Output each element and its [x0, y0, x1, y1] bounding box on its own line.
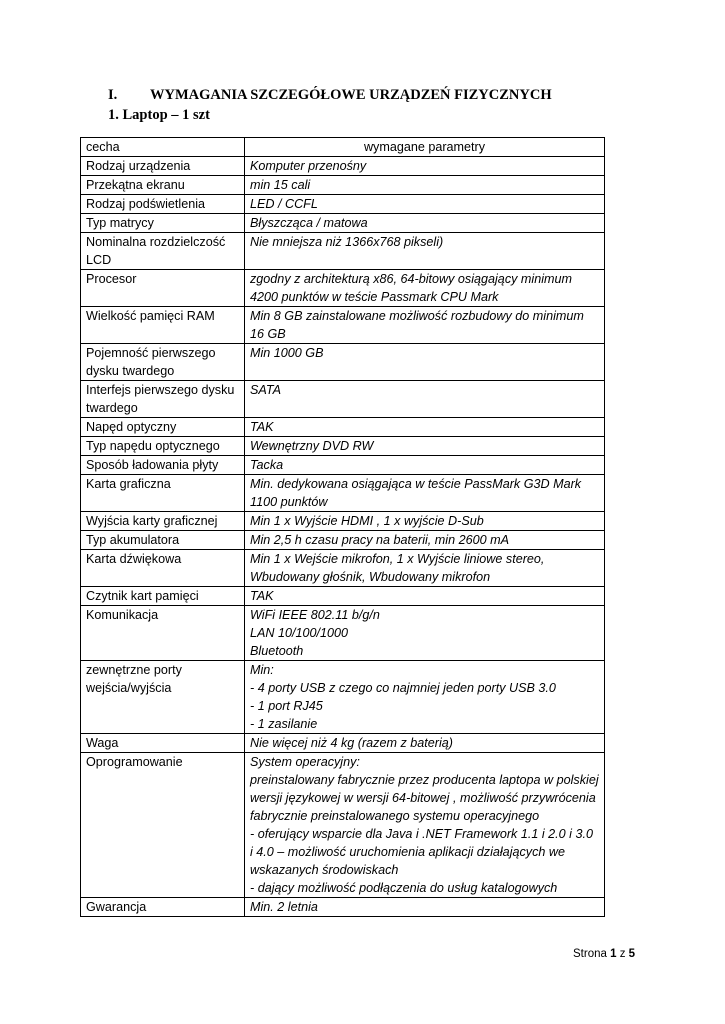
feature-cell: Waga	[81, 734, 245, 753]
header-feature: cecha	[81, 138, 245, 157]
table-row	[81, 753, 605, 898]
feature-cell: Typ napędu optycznego	[81, 437, 245, 456]
table-row	[81, 307, 605, 344]
value-cell	[245, 270, 605, 307]
table-row	[81, 898, 605, 917]
value-cell	[245, 307, 605, 344]
table-row	[81, 531, 605, 550]
value-cell	[245, 734, 605, 753]
value-line: System operacyjny:	[250, 755, 360, 769]
value-line: - 1 zasilanie	[250, 717, 318, 731]
section-heading	[108, 87, 552, 104]
feature-cell: Sposób ładowania płyty	[81, 456, 245, 475]
value-line: Komputer przenośny	[250, 159, 367, 173]
page-label: Strona	[573, 948, 607, 960]
feature-cell: Gwarancja	[81, 898, 245, 917]
feature-cell: Napęd optyczny	[81, 418, 245, 437]
feature-cell: Nominalna rozdzielczość LCD	[81, 233, 245, 270]
feature-cell: Wielkość pamięci RAM	[81, 307, 245, 344]
table-row	[81, 587, 605, 606]
feature-cell: Pojemność pierwszego dysku twardego	[81, 344, 245, 381]
feature-cell: zewnętrzne porty wejścia/wyjścia	[81, 661, 245, 734]
value-cell	[245, 233, 605, 270]
value-line: preinstalowany fabrycznie przez producenta laptopa w polskiej wersji językowej w wersji 64-bitowej , możliwość przywrócenia fabrycznie preinstalowanego systemu operacyjnego	[250, 773, 599, 823]
feature-cell: Procesor	[81, 270, 245, 307]
table-header-row	[81, 138, 605, 157]
item-heading: 1. Laptop – 1 szt	[108, 107, 210, 123]
value-line: Błyszcząca / matowa	[250, 216, 368, 230]
value-line: LED / CCFL	[250, 197, 318, 211]
table-row	[81, 176, 605, 195]
value-line: Min:	[250, 663, 274, 677]
value-line: Bluetooth	[250, 644, 304, 658]
table-row	[81, 270, 605, 307]
feature-cell: Karta graficzna	[81, 475, 245, 512]
table-row	[81, 661, 605, 734]
value-line: min 15 cali	[250, 178, 311, 192]
value-cell	[245, 661, 605, 734]
page-total: 5	[628, 948, 636, 960]
value-line: LAN 10/100/1000	[250, 626, 349, 640]
value-cell	[245, 381, 605, 418]
value-line: Min. 2 letnia	[250, 900, 318, 914]
feature-cell: Typ akumulatora	[81, 531, 245, 550]
value-line: TAK	[250, 420, 274, 434]
value-cell	[245, 587, 605, 606]
table-row	[81, 606, 605, 661]
requirements-table	[80, 137, 605, 917]
value-cell	[245, 475, 605, 512]
table-row	[81, 437, 605, 456]
value-line: - 4 porty USB z czego co najmniej jeden porty USB 3.0	[250, 681, 556, 695]
value-line: Nie więcej niż 4 kg (razem z baterią)	[250, 736, 453, 750]
value-line: Min 2,5 h czasu pracy na baterii, min 2600 mA	[250, 533, 509, 547]
value-line: SATA	[250, 383, 282, 397]
table-row	[81, 475, 605, 512]
table-row	[81, 456, 605, 475]
feature-cell: Interfejs pierwszego dysku twardego	[81, 381, 245, 418]
value-cell	[245, 898, 605, 917]
table-row	[81, 734, 605, 753]
table-row	[81, 418, 605, 437]
value-line: Min 1000 GB	[250, 346, 324, 360]
value-cell	[245, 437, 605, 456]
value-line: zgodny z architekturą x86, 64-bitowy osiągający minimum 4200 punktów w teście Passmark CPU Mark	[250, 272, 572, 304]
value-line: Min. dedykowana osiągająca w teście PassMark G3D Mark 1100 punktów	[250, 477, 582, 509]
page-of: z	[619, 948, 626, 960]
value-line: Min 1 x Wejście mikrofon, 1 x Wyjście liniowe stereo, Wbudowany głośnik, Wbudowany mikrofon	[250, 552, 545, 584]
table-row	[81, 195, 605, 214]
feature-cell: Wyjścia karty graficznej	[81, 512, 245, 531]
value-cell	[245, 512, 605, 531]
table-row	[81, 214, 605, 233]
table-row	[81, 512, 605, 531]
section-number: I.	[108, 87, 118, 103]
feature-cell: Czytnik kart pamięci	[81, 587, 245, 606]
value-cell	[245, 531, 605, 550]
table-row	[81, 233, 605, 270]
value-cell	[245, 344, 605, 381]
value-cell	[245, 418, 605, 437]
value-cell	[245, 550, 605, 587]
feature-cell: Przekątna ekranu	[81, 176, 245, 195]
value-line: - dający możliwość podłączenia do usług katalogowych	[250, 881, 558, 895]
value-cell	[245, 214, 605, 233]
value-line: Min 8 GB zainstalowane możliwość rozbudowy do minimum 16 GB	[250, 309, 584, 341]
value-line: Tacka	[250, 458, 284, 472]
value-cell	[245, 157, 605, 176]
table-row	[81, 381, 605, 418]
table-row	[81, 550, 605, 587]
feature-cell: Karta dźwiękowa	[81, 550, 245, 587]
header-params: wymagane parametry	[245, 138, 605, 157]
value-cell	[245, 753, 605, 898]
page-number: 1	[610, 948, 617, 960]
value-line: - 1 port RJ45	[250, 699, 323, 713]
section-title: WYMAGANIA SZCZEGÓŁOWE URZĄDZEŃ FIZYCZNYCH	[150, 87, 552, 103]
value-line: Min 1 x Wyjście HDMI , 1 x wyjście D-Sub	[250, 514, 484, 528]
value-cell	[245, 195, 605, 214]
value-line: Nie mniejsza niż 1366x768 pikseli)	[250, 235, 444, 249]
value-line: Wewnętrzny DVD RW	[250, 439, 374, 453]
feature-cell: Rodzaj podświetlenia	[81, 195, 245, 214]
feature-cell: Komunikacja	[81, 606, 245, 661]
value-line: TAK	[250, 589, 274, 603]
table-row	[81, 344, 605, 381]
value-cell	[245, 456, 605, 475]
value-cell	[245, 176, 605, 195]
page-footer	[573, 948, 635, 960]
table-row	[81, 157, 605, 176]
value-line: WiFi IEEE 802.11 b/g/n	[250, 608, 380, 622]
feature-cell: Typ matrycy	[81, 214, 245, 233]
feature-cell: Rodzaj urządzenia	[81, 157, 245, 176]
value-cell	[245, 606, 605, 661]
value-line: - oferujący wsparcie dla Java i .NET Framework 1.1 i 2.0 i 3.0 i 4.0 – możliwość uruchomienia aplikacji działających we wskazanych środowiskach	[250, 827, 593, 877]
feature-cell: Oprogramowanie	[81, 753, 245, 898]
